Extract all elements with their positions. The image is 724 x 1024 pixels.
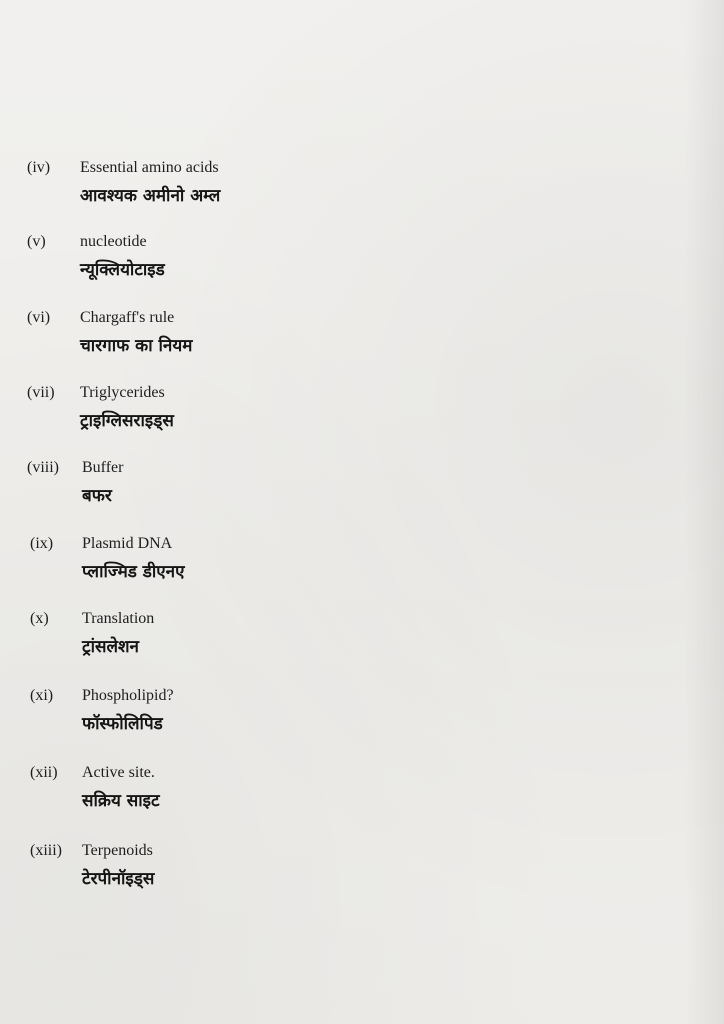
item-english: Triglycerides [80, 384, 165, 401]
item-english: Buffer [82, 459, 124, 476]
item-number: (iv) [27, 159, 51, 176]
item-number: (vi) [27, 309, 51, 326]
item-number: (xiii) [30, 842, 62, 859]
item-number: (ix) [30, 535, 54, 552]
item-hindi: सक्रिय साइट [82, 791, 160, 811]
item-number: (xii) [30, 764, 58, 781]
item-english: Chargaff's rule [80, 309, 175, 326]
item-hindi: चारगाफ का नियम [80, 336, 193, 356]
item-hindi: बफर [82, 486, 112, 506]
item-hindi: आवश्यक अमीनो अम्ल [80, 186, 221, 206]
item-hindi: टेरपीनॉइड्स [82, 869, 155, 889]
item-english: nucleotide [80, 233, 147, 250]
item-hindi: ट्रांसलेशन [82, 637, 139, 657]
item-number: (x) [30, 610, 49, 627]
item-number: (xi) [30, 687, 54, 704]
item-hindi: ट्राइग्लिसराइड्स [80, 411, 174, 431]
item-hindi: प्लाज्मिड डीएनए [82, 562, 185, 582]
item-english: Terpenoids [82, 842, 153, 859]
item-number: (viii) [27, 459, 59, 476]
item-english: Translation [82, 610, 155, 627]
item-hindi: न्यूक्लियोटाइड [80, 260, 165, 280]
page-shadow [684, 0, 724, 1024]
item-number: (vii) [27, 384, 55, 401]
item-hindi: फॉस्फोलिपिड [82, 714, 163, 734]
item-english: Plasmid DNA [82, 535, 173, 552]
item-english: Phospholipid? [82, 687, 174, 704]
item-number: (v) [27, 233, 46, 250]
item-english: Active site. [82, 764, 155, 781]
item-english: Essential amino acids [80, 159, 219, 176]
